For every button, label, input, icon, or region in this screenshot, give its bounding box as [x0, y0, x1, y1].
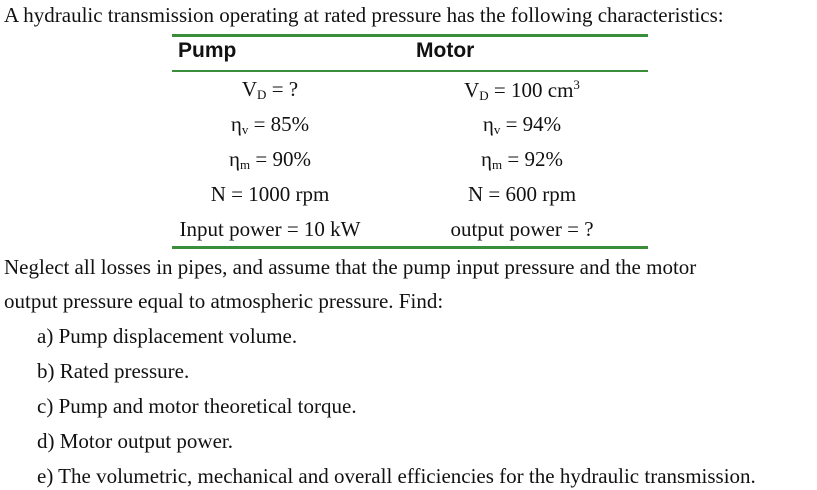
pump-volumetric-efficiency: $\eta_v = 85\%$ — [230, 112, 310, 137]
intro-text: A hydraulic transmission operating at rated pressure has the following characteristics: — [4, 3, 724, 27]
question-c: c) Pump and motor theoretical torque. — [37, 394, 357, 418]
table-top-rule — [172, 34, 648, 37]
pump-input-power: Input power = 10 kW — [179, 217, 361, 241]
header-pump: Pump — [178, 39, 237, 62]
table-header-rule — [172, 70, 648, 72]
motor-mechanical-efficiency: $\eta_m = 92\%$ — [481, 147, 563, 172]
paragraph-line-1: Neglect all losses in pipes, and assume that the pump input pressure and the motor — [4, 255, 697, 279]
question-a: a) Pump displacement volume. — [37, 324, 298, 348]
paragraph-line-2: output pressure equal to atmospheric pressure. Find: — [4, 289, 444, 313]
question-d: d) Motor output power. — [37, 429, 233, 453]
motor-speed: N = 600 rpm — [467, 182, 577, 206]
motor-output-power: output power = ? — [450, 217, 594, 241]
motor-displacement: $V_D = 100$ $cm^3$ — [464, 77, 580, 103]
motor-volumetric-efficiency: $\eta_v = 94\%$ — [482, 112, 562, 137]
pump-displacement: $V_D$ = ? — [241, 77, 299, 102]
pump-mechanical-efficiency: $\eta_m = 90\%$ — [229, 147, 311, 172]
pump-speed: N = 1000 rpm — [210, 182, 330, 206]
question-b: b) Rated pressure. — [37, 359, 190, 383]
table-bottom-rule — [172, 246, 648, 249]
header-motor: Motor — [416, 39, 475, 62]
question-e: e) The volumetric, mechanical and overall efficiencies for the hydraulic transmission. — [37, 464, 756, 488]
